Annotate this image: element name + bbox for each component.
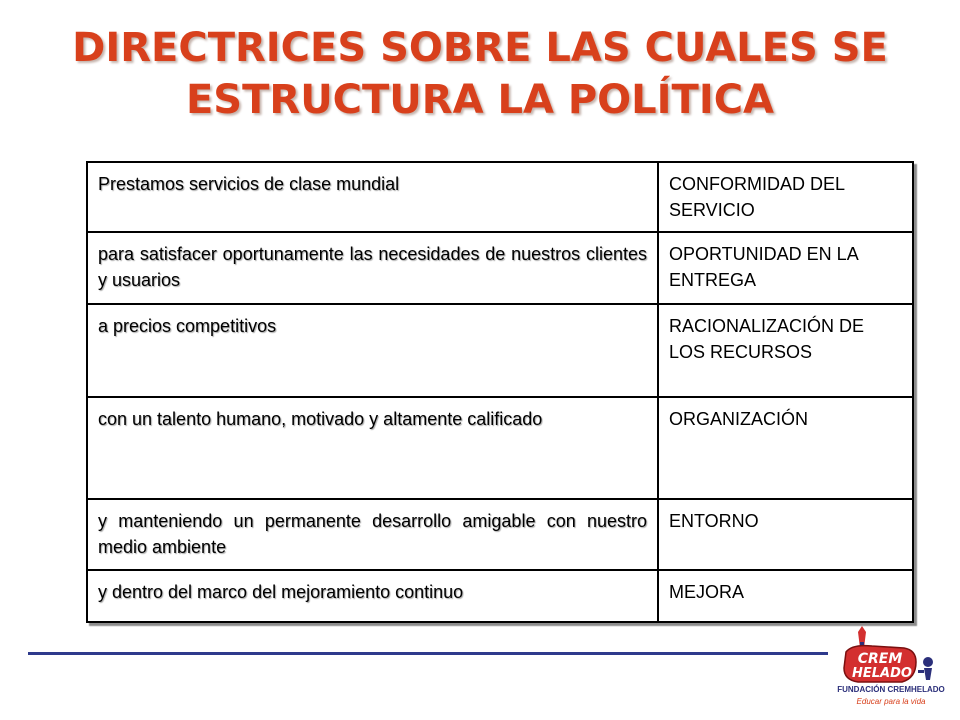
- statement-cell: para satisfacer oportunamente las necesidades de nuestros clientes y usuarios: [87, 232, 658, 303]
- directive-cell: ENTORNO: [658, 499, 913, 569]
- table-row: [87, 162, 913, 232]
- table-row: [87, 397, 913, 500]
- statement-cell: y manteniendo un permanente desarrollo amigable con nuestro medio ambiente: [87, 499, 658, 569]
- logo-figure-arm-icon: [918, 670, 924, 673]
- directive-cell: ORGANIZACIÓN: [658, 397, 913, 500]
- logo-figure-body-icon: [924, 668, 932, 680]
- statement-cell: a precios competitivos: [87, 304, 658, 397]
- directive-cell: MEJORA: [658, 570, 913, 622]
- slide-title-line-1: DIRECTRICES SOBRE LAS CUALES SE: [72, 25, 888, 71]
- footer-divider: [28, 652, 828, 655]
- statement-cell: Prestamos servicios de clase mundial: [87, 162, 658, 232]
- logo-wordmark-bottom: HELADO: [852, 666, 912, 681]
- statement-cell: y dentro del marco del mejoramiento continuo: [87, 570, 658, 622]
- logo-wordmark-top: CREM: [857, 651, 903, 667]
- directive-cell: OPORTUNIDAD EN LA ENTREGA: [658, 232, 913, 303]
- logo-tagline: Educar para la vida: [856, 697, 926, 706]
- directive-cell: RACIONALIZACIÓN DE LOS RECURSOS: [658, 304, 913, 397]
- logo-foundation-name: FUNDACIÓN CREMHELADO: [837, 685, 945, 694]
- table-row: [87, 232, 913, 303]
- directive-cell: CONFORMIDAD DEL SERVICIO: [658, 162, 913, 232]
- policy-table: [86, 161, 914, 623]
- logo-figure-head-icon: [923, 657, 933, 667]
- table-row: [87, 499, 913, 569]
- slide-title-line-2: ESTRUCTURA LA POLÍTICA: [185, 77, 775, 123]
- table-row: [87, 570, 913, 622]
- table-row: [87, 304, 913, 397]
- slide-title: [40, 22, 920, 126]
- statement-cell: con un talento humano, motivado y altamente calificado: [87, 397, 658, 500]
